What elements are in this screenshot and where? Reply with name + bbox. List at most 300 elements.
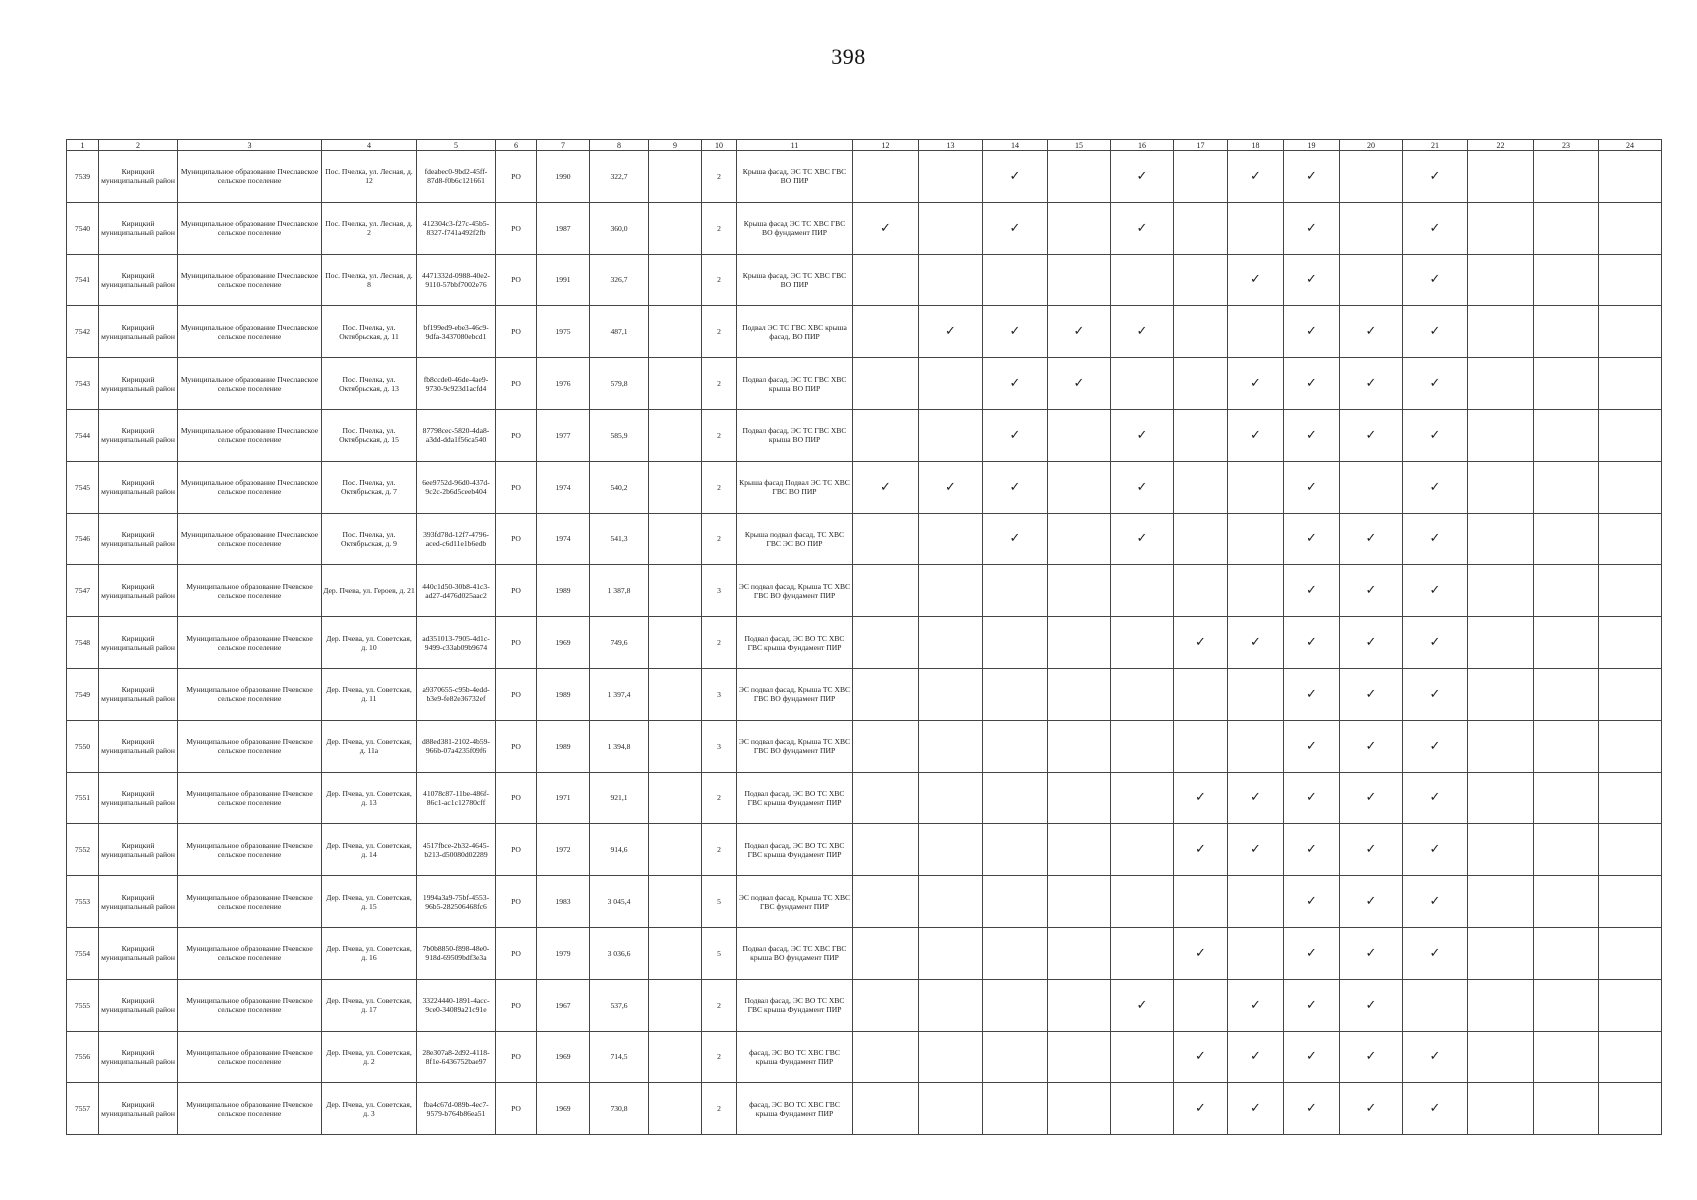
table-row [67, 617, 1662, 669]
table-cell-col-4: Дер. Пчева, ул. Советская, д. 15 [322, 876, 417, 928]
work-type-cell-col-12 [853, 1031, 919, 1083]
work-type-cell-col-19 [1284, 668, 1340, 720]
table-cell-col-7: 1975 [537, 306, 590, 358]
table-cell-col-10: 2 [702, 461, 737, 513]
work-type-cell-col-17 [1174, 151, 1228, 203]
work-type-cell-col-18 [1228, 358, 1284, 410]
work-type-cell-col-22 [1468, 668, 1534, 720]
table-cell-col-10: 5 [702, 927, 737, 979]
table-cell-col-2: Кирицкий муниципальный район [99, 1083, 178, 1135]
table-cell-col-5: 28e307a8-2d92-4118-8f1e-6436752bae97 [417, 1031, 496, 1083]
work-type-cell-col-18 [1228, 254, 1284, 306]
work-type-cell-col-17 [1174, 1031, 1228, 1083]
work-type-cell-col-12 [853, 668, 919, 720]
checkmark-icon: ✓ [1429, 1101, 1441, 1117]
work-type-cell-col-15 [1048, 772, 1111, 824]
table-cell-col-3: Муниципальное образование Пчевское сельское поселение [178, 979, 322, 1031]
table-cell-col-9 [649, 1083, 702, 1135]
table-cell-col-1: 7539 [67, 151, 99, 203]
table-cell-col-7: 1972 [537, 824, 590, 876]
table-cell-col-4: Пос. Пчелка, ул. Октябрьская, д. 15 [322, 409, 417, 461]
page-number: 398 [831, 44, 866, 69]
table-cell-col-11: Крыша подвал фасад, ТС ХВС ГВС ЭС ВО ПИР [737, 513, 853, 565]
work-type-cell-col-22 [1468, 565, 1534, 617]
table-cell-col-8: 3 045,4 [590, 876, 649, 928]
checkmark-icon: ✓ [1365, 1049, 1377, 1065]
table-cell-col-7: 1967 [537, 979, 590, 1031]
table-cell-col-6: РО [496, 876, 537, 928]
work-type-cell-col-14 [983, 306, 1048, 358]
table-cell-col-4: Пос. Пчелка, ул. Октябрьская, д. 13 [322, 358, 417, 410]
work-type-cell-col-21 [1403, 151, 1468, 203]
work-type-cell-col-21 [1403, 202, 1468, 254]
work-type-cell-col-17 [1174, 927, 1228, 979]
work-type-cell-col-21 [1403, 461, 1468, 513]
checkmark-icon: ✓ [1306, 583, 1317, 599]
table-cell-col-11: Крыша фасад, ЭС ТС ХВС ГВС ВО ПИР [737, 151, 853, 203]
table-row [67, 720, 1662, 772]
work-type-cell-col-24 [1599, 151, 1662, 203]
work-type-cell-col-14 [983, 927, 1048, 979]
table-cell-col-6: РО [496, 979, 537, 1031]
table-cell-col-9 [649, 513, 702, 565]
table-cell-col-6: РО [496, 202, 537, 254]
table-cell-col-6: РО [496, 254, 537, 306]
table-cell-col-10: 2 [702, 306, 737, 358]
work-type-cell-col-17 [1174, 513, 1228, 565]
work-type-cell-col-12 [853, 409, 919, 461]
work-type-cell-col-19 [1284, 1031, 1340, 1083]
work-type-cell-col-12 [853, 306, 919, 358]
work-type-cell-col-16 [1111, 1083, 1174, 1135]
work-type-cell-col-14 [983, 461, 1048, 513]
table-cell-col-2: Кирицкий муниципальный район [99, 202, 178, 254]
work-type-cell-col-13 [919, 1031, 983, 1083]
work-type-cell-col-18 [1228, 513, 1284, 565]
table-row [67, 409, 1662, 461]
table-cell-col-2: Кирицкий муниципальный район [99, 979, 178, 1031]
table-cell-col-4: Пос. Пчелка, ул. Октябрьская, д. 9 [322, 513, 417, 565]
work-type-cell-col-17 [1174, 824, 1228, 876]
table-cell-col-1: 7547 [67, 565, 99, 617]
table-cell-col-3: Муниципальное образование Пчеславское сельское поселение [178, 513, 322, 565]
checkmark-icon: ✓ [1429, 583, 1441, 599]
table-cell-col-1: 7546 [67, 513, 99, 565]
work-type-cell-col-13 [919, 617, 983, 669]
work-type-cell-col-21 [1403, 254, 1468, 306]
registry-table [66, 139, 1662, 1135]
table-cell-col-7: 1989 [537, 565, 590, 617]
column-number-header: 24 [1599, 140, 1662, 151]
work-type-cell-col-20 [1340, 668, 1403, 720]
table-cell-col-4: Пос. Пчелка, ул. Октябрьская, д. 11 [322, 306, 417, 358]
work-type-cell-col-23 [1534, 306, 1599, 358]
work-type-cell-col-23 [1534, 824, 1599, 876]
work-type-cell-col-19 [1284, 824, 1340, 876]
checkmark-icon: ✓ [1365, 997, 1377, 1013]
work-type-cell-col-17 [1174, 409, 1228, 461]
table-cell-col-9 [649, 306, 702, 358]
checkmark-icon: ✓ [1136, 479, 1148, 495]
work-type-cell-col-24 [1599, 254, 1662, 306]
table-cell-col-4: Дер. Пчева, ул. Советская, д. 11а [322, 720, 417, 772]
table-cell-col-8: 585,9 [590, 409, 649, 461]
table-row [67, 1083, 1662, 1135]
checkmark-icon: ✓ [1195, 1101, 1206, 1117]
table-cell-col-1: 7548 [67, 617, 99, 669]
work-type-cell-col-12 [853, 565, 919, 617]
work-type-cell-col-21 [1403, 772, 1468, 824]
table-row [67, 1031, 1662, 1083]
table-cell-col-11: Подвал фасад, ЭС ВО ТС ХВС ГВС крыша Фундамент ПИР [737, 772, 853, 824]
work-type-cell-col-21 [1403, 513, 1468, 565]
checkmark-icon: ✓ [1429, 479, 1441, 495]
table-row [67, 876, 1662, 928]
table-cell-col-11: фасад, ЭС ВО ТС ХВС ГВС крыша Фундамент ПИР [737, 1083, 853, 1135]
work-type-cell-col-18 [1228, 720, 1284, 772]
work-type-cell-col-17 [1174, 358, 1228, 410]
checkmark-icon: ✓ [1306, 168, 1317, 184]
table-cell-col-6: РО [496, 513, 537, 565]
checkmark-icon: ✓ [1429, 635, 1441, 651]
work-type-cell-col-19 [1284, 1083, 1340, 1135]
work-type-cell-col-12 [853, 772, 919, 824]
work-type-cell-col-13 [919, 1083, 983, 1135]
table-cell-col-6: РО [496, 306, 537, 358]
work-type-cell-col-13 [919, 824, 983, 876]
table-cell-col-10: 2 [702, 617, 737, 669]
table-cell-col-9 [649, 927, 702, 979]
work-type-cell-col-24 [1599, 824, 1662, 876]
table-cell-col-3: Муниципальное образование Пчевское сельское поселение [178, 720, 322, 772]
table-row [67, 202, 1662, 254]
work-type-cell-col-22 [1468, 720, 1534, 772]
work-type-cell-col-18 [1228, 306, 1284, 358]
table-cell-col-5: ad351013-7905-4d1c-9499-c33ab09b9674 [417, 617, 496, 669]
work-type-cell-col-12 [853, 824, 919, 876]
work-type-cell-col-23 [1534, 720, 1599, 772]
work-type-cell-col-22 [1468, 151, 1534, 203]
table-cell-col-6: РО [496, 151, 537, 203]
checkmark-icon: ✓ [1365, 427, 1377, 443]
work-type-cell-col-18 [1228, 979, 1284, 1031]
table-row [67, 565, 1662, 617]
table-cell-col-9 [649, 461, 702, 513]
work-type-cell-col-24 [1599, 617, 1662, 669]
table-row [67, 358, 1662, 410]
work-type-cell-col-13 [919, 513, 983, 565]
table-cell-col-10: 2 [702, 151, 737, 203]
work-type-cell-col-20 [1340, 202, 1403, 254]
table-cell-col-1: 7550 [67, 720, 99, 772]
work-type-cell-col-23 [1534, 668, 1599, 720]
work-type-cell-col-16 [1111, 617, 1174, 669]
work-type-cell-col-14 [983, 1083, 1048, 1135]
work-type-cell-col-22 [1468, 513, 1534, 565]
checkmark-icon: ✓ [1306, 1049, 1317, 1065]
table-cell-col-8: 541,3 [590, 513, 649, 565]
work-type-cell-col-20 [1340, 461, 1403, 513]
work-type-cell-col-17 [1174, 202, 1228, 254]
table-cell-col-3: Муниципальное образование Пчевское сельское поселение [178, 1031, 322, 1083]
table-cell-col-9 [649, 202, 702, 254]
work-type-cell-col-21 [1403, 1031, 1468, 1083]
checkmark-icon: ✓ [1250, 272, 1261, 288]
table-row [67, 254, 1662, 306]
checkmark-icon: ✓ [1009, 479, 1021, 495]
work-type-cell-col-20 [1340, 254, 1403, 306]
work-type-cell-col-22 [1468, 824, 1534, 876]
work-type-cell-col-20 [1340, 876, 1403, 928]
column-number-header: 14 [983, 140, 1048, 151]
work-type-cell-col-14 [983, 358, 1048, 410]
work-type-cell-col-13 [919, 720, 983, 772]
work-type-cell-col-12 [853, 202, 919, 254]
work-type-cell-col-24 [1599, 1031, 1662, 1083]
work-type-cell-col-24 [1599, 668, 1662, 720]
column-number-header: 23 [1534, 140, 1599, 151]
table-cell-col-11: Подвал фасад, ЭС ТС ГВС ХВС крыша ВО ПИР [737, 358, 853, 410]
work-type-cell-col-17 [1174, 461, 1228, 513]
table-cell-col-10: 2 [702, 513, 737, 565]
column-number-header: 10 [702, 140, 737, 151]
work-type-cell-col-19 [1284, 772, 1340, 824]
work-type-cell-col-22 [1468, 772, 1534, 824]
table-cell-col-7: 1969 [537, 1083, 590, 1135]
table-cell-col-6: РО [496, 1031, 537, 1083]
work-type-cell-col-12 [853, 1083, 919, 1135]
work-type-cell-col-23 [1534, 565, 1599, 617]
table-cell-col-5: 7b0b8850-f898-48e0-918d-69509bdf3e3a [417, 927, 496, 979]
table-cell-col-10: 5 [702, 876, 737, 928]
column-number-header: 19 [1284, 140, 1340, 151]
table-cell-col-5: 6ee9752d-96d0-437d-9c2c-2b6d5ceeb404 [417, 461, 496, 513]
checkmark-icon: ✓ [1365, 842, 1377, 858]
table-cell-col-10: 2 [702, 1031, 737, 1083]
work-type-cell-col-22 [1468, 409, 1534, 461]
work-type-cell-col-15 [1048, 1031, 1111, 1083]
checkmark-icon: ✓ [1306, 324, 1317, 340]
table-cell-col-11: Подвал ЭС ТС ГВС ХВС крыша фасад, ВО ПИР [737, 306, 853, 358]
work-type-cell-col-16 [1111, 358, 1174, 410]
table-cell-col-8: 921,1 [590, 772, 649, 824]
table-cell-col-8: 579,8 [590, 358, 649, 410]
table-cell-col-4: Дер. Пчева, ул. Советская, д. 17 [322, 979, 417, 1031]
column-number-header: 12 [853, 140, 919, 151]
checkmark-icon: ✓ [945, 479, 956, 495]
checkmark-icon: ✓ [1306, 635, 1317, 651]
checkmark-icon: ✓ [1009, 220, 1021, 236]
work-type-cell-col-15 [1048, 979, 1111, 1031]
work-type-cell-col-15 [1048, 720, 1111, 772]
table-cell-col-1: 7543 [67, 358, 99, 410]
table-cell-col-5: 41078c87-11be-486f-86c1-ac1c12780cff [417, 772, 496, 824]
table-cell-col-1: 7544 [67, 409, 99, 461]
checkmark-icon: ✓ [1250, 1101, 1261, 1117]
work-type-cell-col-19 [1284, 617, 1340, 669]
work-type-cell-col-24 [1599, 513, 1662, 565]
table-cell-col-5: 393fd78d-12f7-4796-aced-c6d11e1b6edb [417, 513, 496, 565]
work-type-cell-col-23 [1534, 202, 1599, 254]
table-cell-col-1: 7555 [67, 979, 99, 1031]
table-cell-col-10: 2 [702, 202, 737, 254]
table-cell-col-4: Пос. Пчелка, ул. Октябрьская, д. 7 [322, 461, 417, 513]
work-type-cell-col-14 [983, 151, 1048, 203]
table-cell-col-10: 2 [702, 358, 737, 410]
table-cell-col-11: Подвал фасад, ЭС ВО ТС ХВС ГВС крыша Фундамент ПИР [737, 979, 853, 1031]
work-type-cell-col-13 [919, 358, 983, 410]
work-type-cell-col-15 [1048, 617, 1111, 669]
checkmark-icon: ✓ [1306, 376, 1317, 392]
table-cell-col-5: fba4c67d-089b-4ec7-9579-b764b86ea51 [417, 1083, 496, 1135]
table-cell-col-3: Муниципальное образование Пчеславское сельское поселение [178, 358, 322, 410]
table-cell-col-2: Кирицкий муниципальный район [99, 151, 178, 203]
table-cell-col-10: 2 [702, 824, 737, 876]
table-cell-col-5: a9370655-c95b-4edd-b3e9-fe82e36732ef [417, 668, 496, 720]
work-type-cell-col-15 [1048, 1083, 1111, 1135]
table-cell-col-9 [649, 720, 702, 772]
table-cell-col-4: Дер. Пчева, ул. Героев, д. 21 [322, 565, 417, 617]
checkmark-icon: ✓ [1306, 272, 1317, 288]
work-type-cell-col-18 [1228, 824, 1284, 876]
work-type-cell-col-24 [1599, 772, 1662, 824]
table-row [67, 668, 1662, 720]
table-cell-col-10: 2 [702, 409, 737, 461]
work-type-cell-col-14 [983, 824, 1048, 876]
checkmark-icon: ✓ [1429, 531, 1441, 547]
table-cell-col-2: Кирицкий муниципальный район [99, 306, 178, 358]
checkmark-icon: ✓ [1429, 220, 1441, 236]
work-type-cell-col-20 [1340, 617, 1403, 669]
table-cell-col-4: Пос. Пчелка, ул. Лесная, д. 8 [322, 254, 417, 306]
checkmark-icon: ✓ [1365, 376, 1377, 392]
table-cell-col-6: РО [496, 720, 537, 772]
work-type-cell-col-21 [1403, 927, 1468, 979]
work-type-cell-col-22 [1468, 306, 1534, 358]
table-cell-col-4: Дер. Пчева, ул. Советская, д. 11 [322, 668, 417, 720]
checkmark-icon: ✓ [1365, 790, 1377, 806]
work-type-cell-col-18 [1228, 772, 1284, 824]
work-type-cell-col-19 [1284, 461, 1340, 513]
work-type-cell-col-12 [853, 927, 919, 979]
work-type-cell-col-13 [919, 668, 983, 720]
checkmark-icon: ✓ [1136, 168, 1148, 184]
table-cell-col-9 [649, 151, 702, 203]
table-cell-col-2: Кирицкий муниципальный район [99, 927, 178, 979]
work-type-cell-col-24 [1599, 461, 1662, 513]
work-type-cell-col-22 [1468, 461, 1534, 513]
work-type-cell-col-16 [1111, 306, 1174, 358]
checkmark-icon: ✓ [1250, 376, 1261, 392]
checkmark-icon: ✓ [1306, 738, 1317, 754]
table-cell-col-2: Кирицкий муниципальный район [99, 772, 178, 824]
table-cell-col-2: Кирицкий муниципальный район [99, 461, 178, 513]
work-type-cell-col-23 [1534, 772, 1599, 824]
work-type-cell-col-15 [1048, 254, 1111, 306]
work-type-cell-col-22 [1468, 1031, 1534, 1083]
column-number-header: 22 [1468, 140, 1534, 151]
work-type-cell-col-21 [1403, 409, 1468, 461]
checkmark-icon: ✓ [1306, 945, 1317, 961]
work-type-cell-col-13 [919, 876, 983, 928]
table-cell-col-11: ЭС подвал фасад, Крыша ТС ХВС ГВС ВО фундамент ПИР [737, 720, 853, 772]
work-type-cell-col-21 [1403, 876, 1468, 928]
work-type-cell-col-17 [1174, 720, 1228, 772]
table-cell-col-2: Кирицкий муниципальный район [99, 1031, 178, 1083]
checkmark-icon: ✓ [1195, 842, 1206, 858]
work-type-cell-col-15 [1048, 927, 1111, 979]
work-type-cell-col-19 [1284, 927, 1340, 979]
work-type-cell-col-20 [1340, 565, 1403, 617]
work-type-cell-col-18 [1228, 617, 1284, 669]
work-type-cell-col-21 [1403, 565, 1468, 617]
work-type-cell-col-24 [1599, 358, 1662, 410]
checkmark-icon: ✓ [1009, 168, 1021, 184]
column-number-header: 17 [1174, 140, 1228, 151]
table-cell-col-7: 1969 [537, 1031, 590, 1083]
work-type-cell-col-14 [983, 409, 1048, 461]
work-type-cell-col-14 [983, 565, 1048, 617]
work-type-cell-col-22 [1468, 202, 1534, 254]
work-type-cell-col-13 [919, 306, 983, 358]
table-cell-col-8: 1 387,8 [590, 565, 649, 617]
table-cell-col-9 [649, 668, 702, 720]
work-type-cell-col-23 [1534, 1083, 1599, 1135]
work-type-cell-col-23 [1534, 927, 1599, 979]
table-cell-col-4: Дер. Пчева, ул. Советская, д. 13 [322, 772, 417, 824]
table-cell-col-4: Дер. Пчева, ул. Советская, д. 14 [322, 824, 417, 876]
checkmark-icon: ✓ [1136, 531, 1148, 547]
table-cell-col-11: ЭС подвал фасад, Крыша ТС ХВС ГВС ВО фундамент ПИР [737, 565, 853, 617]
checkmark-icon: ✓ [1429, 738, 1441, 754]
work-type-cell-col-15 [1048, 202, 1111, 254]
table-cell-col-4: Пос. Пчелка, ул. Лесная, д. 2 [322, 202, 417, 254]
table-cell-col-10: 2 [702, 772, 737, 824]
work-type-cell-col-15 [1048, 461, 1111, 513]
work-type-cell-col-19 [1284, 409, 1340, 461]
table-cell-col-5: 440c1d50-30b8-41c3-ad27-d476d025aac2 [417, 565, 496, 617]
column-number-header: 2 [99, 140, 178, 151]
table-cell-col-9 [649, 876, 702, 928]
table-body [67, 140, 1662, 1135]
work-type-cell-col-12 [853, 979, 919, 1031]
work-type-cell-col-17 [1174, 254, 1228, 306]
column-number-header: 18 [1228, 140, 1284, 151]
work-type-cell-col-22 [1468, 979, 1534, 1031]
table-cell-col-9 [649, 254, 702, 306]
checkmark-icon: ✓ [880, 479, 891, 495]
table-cell-col-3: Муниципальное образование Пчеславское сельское поселение [178, 306, 322, 358]
work-type-cell-col-16 [1111, 720, 1174, 772]
table-cell-col-7: 1971 [537, 772, 590, 824]
work-type-cell-col-13 [919, 979, 983, 1031]
table-cell-col-1: 7542 [67, 306, 99, 358]
table-cell-col-7: 1989 [537, 720, 590, 772]
work-type-cell-col-16 [1111, 979, 1174, 1031]
work-type-cell-col-19 [1284, 979, 1340, 1031]
table-cell-col-3: Муниципальное образование Пчеславское сельское поселение [178, 409, 322, 461]
work-type-cell-col-19 [1284, 254, 1340, 306]
work-type-cell-col-12 [853, 254, 919, 306]
table-cell-col-5: 412304c3-f27c-45b5-8327-f741a492f2fb [417, 202, 496, 254]
work-type-cell-col-24 [1599, 876, 1662, 928]
work-type-cell-col-16 [1111, 927, 1174, 979]
table-cell-col-8: 360,0 [590, 202, 649, 254]
table-cell-col-8: 1 397,4 [590, 668, 649, 720]
work-type-cell-col-13 [919, 772, 983, 824]
work-type-cell-col-19 [1284, 151, 1340, 203]
checkmark-icon: ✓ [1429, 1049, 1441, 1065]
